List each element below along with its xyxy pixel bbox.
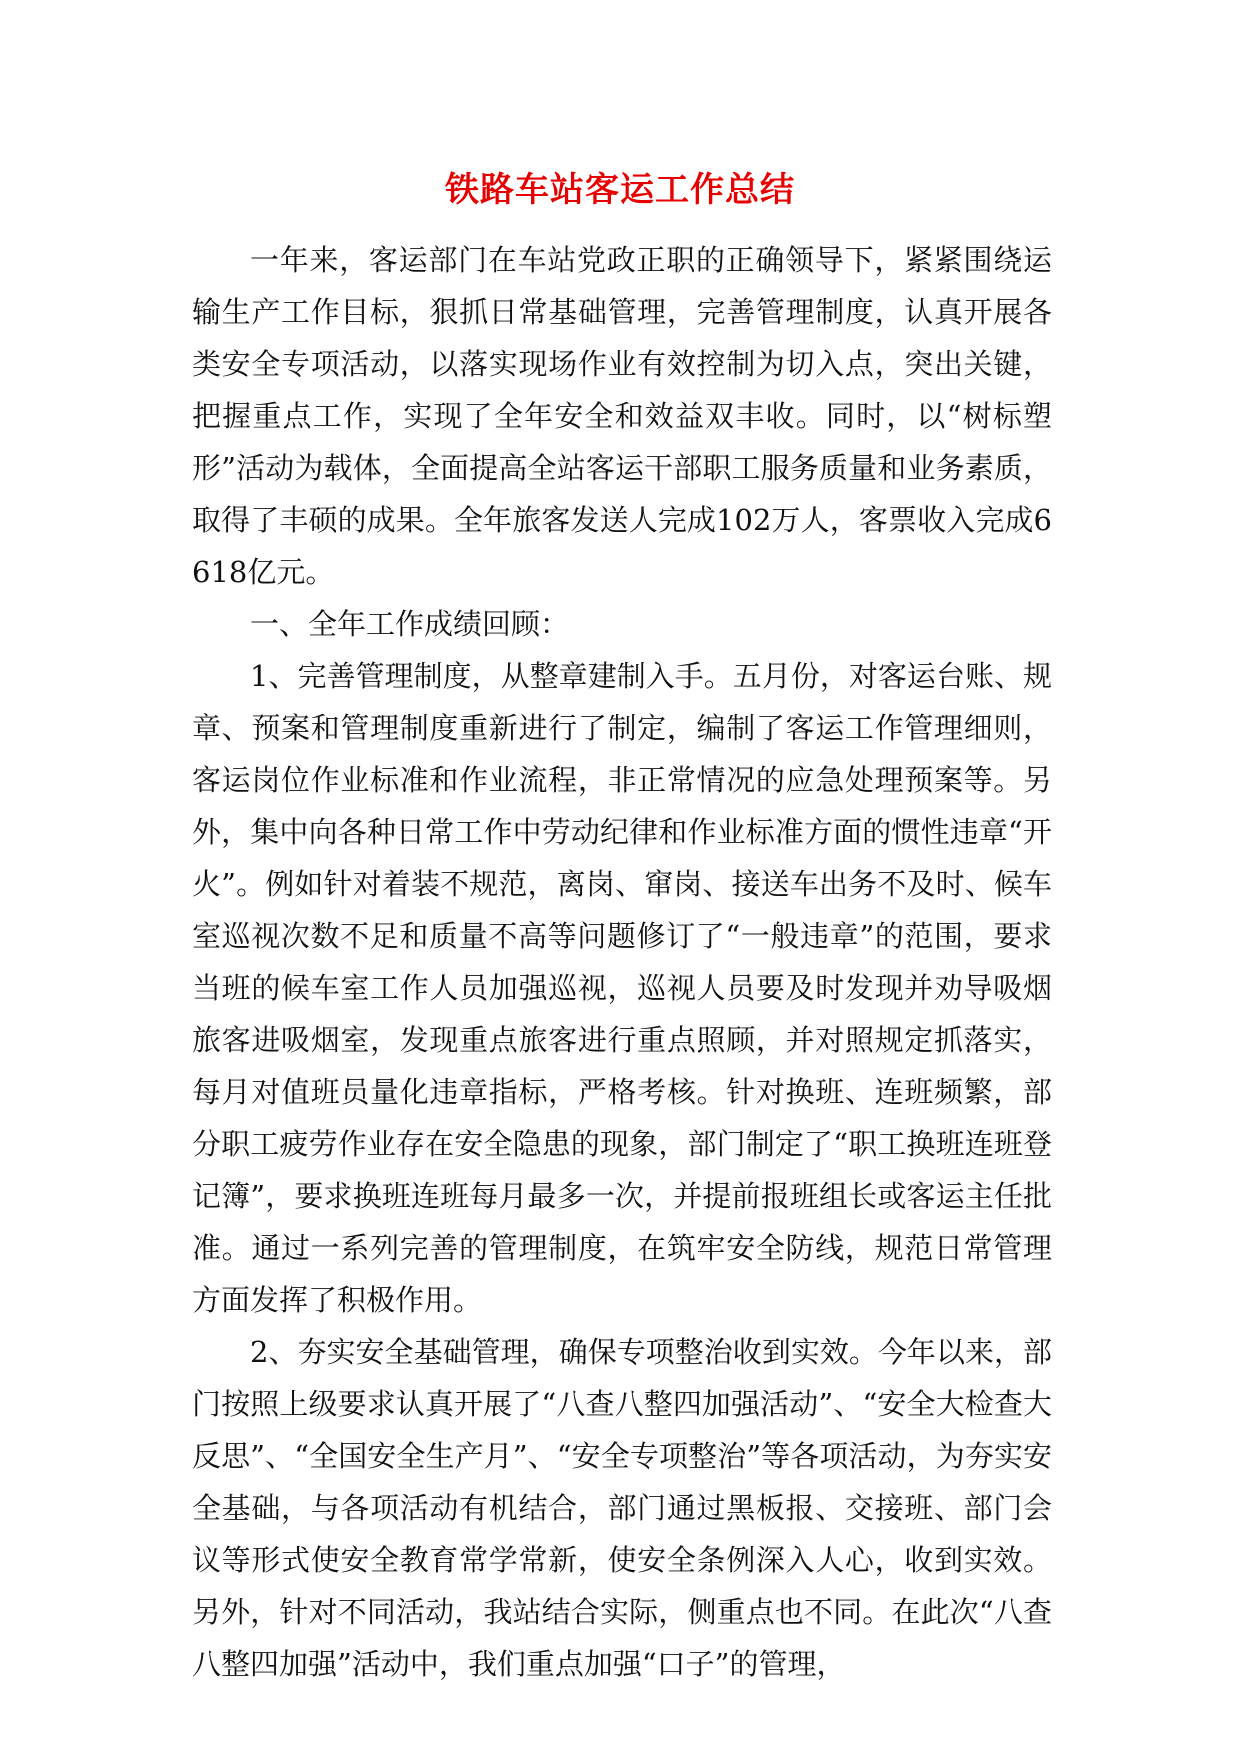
section-heading-review: 一、全年工作成绩回顾： <box>250 607 570 641</box>
document-title: 铁路车站客运工作总结 <box>445 170 795 210</box>
paragraph-management-system: 1、完善管理制度，从整章建制入手。五月份，对客运台账、规章、预案和管理制度重新进行了制定，编制了客运工作管理细则，客运岗位作业标准和作业流程，非正常情况的应急处理预案等。另外，集中向各种日常工作中劳动纪律和作业标准方面的惯性违章“开火”。例如针对着装不规范，离岗、窜岗、接送车出务不及时、候车室巡视次数不足和质量不高等问题修订了“一般违章”的范围，要求当班的候车室工作人员加强巡视，巡视人员要及时发现并劝导吸烟旅客进吸烟室，发现重点旅客进行重点照顾，并对照规定抓落实，每月对值班员量化违章指标，严格考核。针对换班、连班频繁，部分职工疲劳作业存在安全隐患的现象，部门制定了“职工换班连班登记簿”，要求换班连班每月最多一次，并提前报班组长或客运主任批准。通过一系列完善的管理制度，在筑牢安全防线，规范日常管理方面发挥了积极作用。 <box>192 659 1052 1317</box>
paragraph-safety-foundation: 2、夯实安全基础管理，确保专项整治收到实效。今年以来，部门按照上级要求认真开展了“八查八整四加强活动”、“安全大检查大反思”、“全国安全生产月”、“安全专项整治”等各项活动，为夯实安全基础，与各项活动有机结合，部门通过黑板报、交接班、部门会议等形式使安全教育常学常新，使安全条例深入人心，收到实效。另外，针对不同活动，我站结合实际，侧重点也不同。在此次“八查八整四加强”活动中，我们重点加强“口子”的管理， <box>192 1335 1052 1681</box>
document-body <box>192 234 1052 1690</box>
paragraph-intro: 一年来，客运部门在车站党政正职的正确领导下，紧紧围绕运输生产工作目标，狠抓日常基础管理，完善管理制度，认真开展各类安全专项活动，以落实现场作业有效控制为切入点，突出关键，把握重点工作，实现了全年安全和效益双丰收。同时，以“树标塑形”活动为载体，全面提高全站客运干部职工服务质量和业务素质，取得了丰硕的成果。全年旅客发送人完成102万人，客票收入完成6618亿元。 <box>192 243 1052 589</box>
